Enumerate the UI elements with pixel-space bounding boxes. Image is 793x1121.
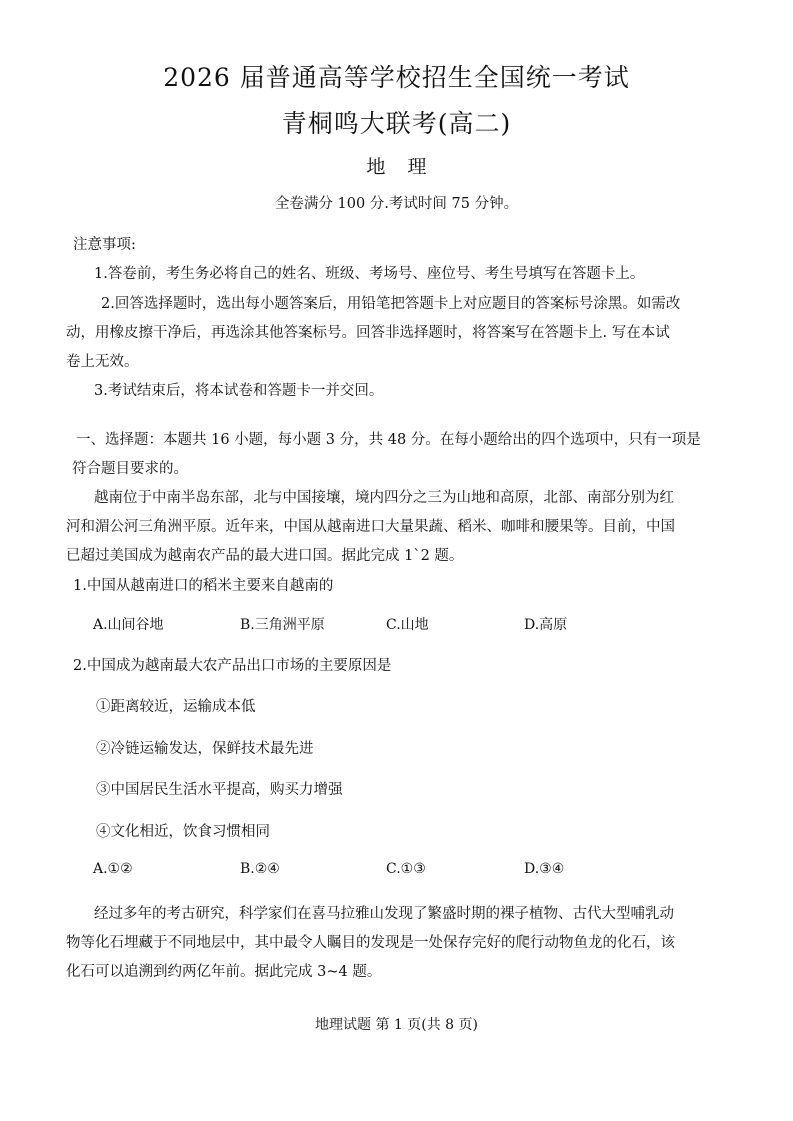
question-2-statement-1: ①距离较近，运输成本低 [96,699,256,715]
passage-2-line-2: 物等化石埋藏于不同地层中，其中最令人瞩目的发现是一处保存完好的爬行动物鱼龙的化石，该 [66,935,675,951]
passage-2-line-1: 经过多年的考古研究，科学家们在喜马拉雅山发现了繁盛时期的裸子植物、古代大型哺乳动 [94,906,674,922]
question-2-statement-2: ②冷链运输发达，保鲜技术最先进 [96,741,314,757]
notice-item-3: 3.考试结束后，将本试卷和答题卡一并交回。 [94,383,384,399]
question-2-stem: 2.中国成为越南最大农产品出口市场的主要原因是 [73,658,392,674]
question-2-option-a: A.①② [93,861,133,877]
question-1-option-a: A.山间谷地 [93,617,164,633]
exam-info: 全卷满分 100 分.考试时间 75 分钟。 [274,196,519,212]
question-1-option-b: B.三角洲平原 [240,617,325,633]
subject-char-1: 地 [366,156,386,178]
question-2-option-b: B.②④ [240,861,280,877]
question-2-option-d: D.③④ [524,861,565,877]
passage-1-line-3: 已超过美国成为越南农产品的最大进口国。据此完成 1`2 题。 [66,548,464,564]
notice-item-2-line-2: 动，用橡皮擦干净后，再选涂其他答案标号。回答非选择题时，将答案写在答题卡上. 写在本试 [66,325,670,341]
passage-1-line-1: 越南位于中南半岛东部，北与中国接壤，境内四分之三为山地和高原，北部、南部分别为红 [94,490,674,506]
exam-subtitle: 青桐鸣大联考(高二) [281,109,512,138]
question-1-stem: 1.中国从越南进口的稻米主要来自越南的 [73,578,334,594]
passage-1-line-2: 河和湄公河三角洲平原。近年来，中国从越南进口大量果蔬、稻米、咖啡和腰果等。目前，中国 [66,519,675,535]
section-heading-line-1: 一、选择题：本题共 16 小题，每小题 3 分，共 48 分。在每小题给出的四个选项中，只有一项是 [76,432,701,448]
question-2-statement-4: ④文化相近，饮食习惯相同 [96,824,270,840]
exam-title: 2026 届普通高等学校招生全国统一考试 [163,63,630,92]
section-heading-line-2: 符合题目要求的。 [72,461,188,477]
question-2-statement-3: ③中国居民生活水平提高，购买力增强 [96,782,343,798]
notice-item-2-line-3: 卷上无效。 [66,354,139,370]
notice-item-2-line-1: 2.回答选择题时，选出每小题答案后，用铅笔把答题卡上对应题目的答案标号涂黑。如需改 [101,296,681,312]
notice-heading: 注意事项: [73,237,136,253]
subject-char-2: 理 [407,156,427,178]
notice-item-1: 1.答卷前，考生务必将自己的姓名、班级、考场号、座位号、考生号填写在答题卡上。 [94,266,645,282]
subject-heading [0,152,793,179]
question-1-option-c: C.山地 [386,617,429,633]
page-footer: 地理试题 第 1 页(共 8 页) [315,1017,478,1033]
passage-2-line-3: 化石可以追溯到约两亿年前。据此完成 3~4 题。 [66,964,382,980]
question-1-option-d: D.高原 [524,617,568,633]
question-2-option-c: C.①③ [386,861,426,877]
